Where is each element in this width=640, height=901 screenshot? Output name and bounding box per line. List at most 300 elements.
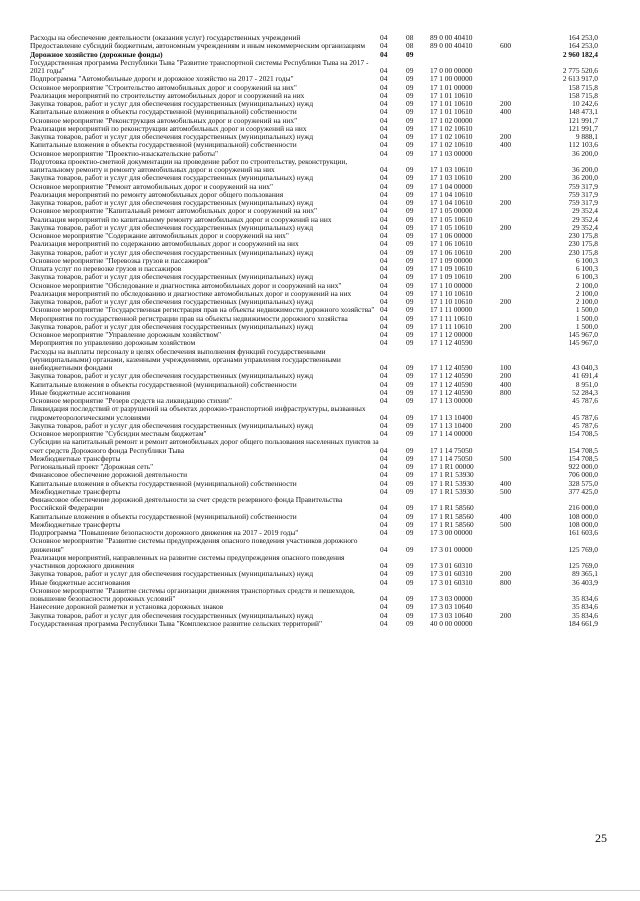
row-amount: 121 991,7	[568, 115, 598, 125]
row-target-article: 17 1 02 10610	[430, 132, 473, 141]
row-subsection: 09	[406, 371, 414, 381]
row-section: 04	[380, 371, 388, 381]
row-expense-type: 200	[500, 173, 512, 183]
row-amount: 148 473,1	[568, 107, 598, 117]
budget-table-body	[30, 34, 598, 628]
row-target-article: 17 1 12 00000	[430, 330, 473, 339]
row-target-article: 17 1 11 10610	[430, 321, 473, 331]
row-section: 04	[380, 107, 388, 117]
row-target-article: 17 1 02 10610	[430, 123, 473, 133]
row-section: 04	[380, 247, 388, 257]
row-section: 04	[380, 198, 388, 207]
row-name: Региональный проект "Дорожная сеть"	[30, 462, 154, 471]
row-subsection: 08	[406, 41, 414, 51]
row-amount: 145 967,0	[568, 330, 598, 339]
row-subsection: 09	[406, 107, 414, 117]
row-subsection: 09	[406, 610, 414, 620]
row-amount: 108 000,0	[568, 511, 598, 521]
row-section: 04	[380, 82, 388, 92]
row-subsection: 09	[406, 519, 414, 529]
row-subsection: 09	[406, 569, 414, 579]
row-target-article: 17 1 11 10610	[430, 313, 473, 323]
row-name: Закупка товаров, работ и услуг для обеспечения государственных (муниципальных) нужд	[30, 371, 314, 381]
row-target-article: 17 1 05 00000	[430, 206, 473, 216]
row-amount: 52 284,3	[572, 387, 598, 397]
row-name: Межбюджетные трансферты	[30, 453, 121, 463]
row-expense-type	[500, 257, 536, 265]
row-target-article: 17 1 06 10610	[430, 247, 473, 257]
row-target-article: 17 1 12 40590	[430, 387, 473, 397]
row-amount: 230 175,8	[568, 231, 598, 240]
row-amount: 2 100,0	[575, 288, 598, 298]
row-expense-type	[500, 554, 536, 571]
row-subsection: 09	[406, 338, 414, 348]
row-target-article: 17 1 10 10610	[430, 297, 473, 306]
row-subsection: 09	[406, 272, 414, 282]
row-expense-type	[500, 282, 536, 290]
row-name: Финансовое обеспечение дорожной деятельности за счет средств резервного фонда Правительства Российской Федерации	[30, 495, 345, 513]
row-amount: 1 500,0	[575, 321, 598, 331]
row-amount: 1 500,0	[575, 305, 598, 315]
row-amount: 36 403,9	[572, 577, 598, 587]
row-target-article: 17 1 13 10400	[430, 412, 473, 422]
row-subsection: 08	[406, 33, 414, 42]
row-subsection: 09	[406, 297, 414, 306]
row-amount: 36 200,0	[572, 148, 598, 158]
row-amount: 922 000,0	[568, 462, 598, 471]
row-expense-type	[500, 339, 536, 347]
row-name: Основное мероприятие "Содержание автомобильных дорог и сооружений на них"	[30, 231, 289, 240]
row-name: Основное мероприятие "Проектно-изыскательские работы"	[30, 148, 218, 158]
row-section: 04	[380, 33, 388, 42]
row-section: 04	[380, 74, 388, 84]
row-target-article: 17 1 05 10610	[430, 214, 473, 224]
row-subsection: 09	[406, 313, 414, 323]
row-expense-type: 200	[500, 99, 512, 108]
row-amount: 2 100,0	[575, 297, 598, 306]
row-amount: 158 715,8	[568, 90, 598, 100]
row-name: Подпрограмма "Автомобильные дороги и дорожное хозяйство на 2017 - 2021 годы"	[30, 74, 294, 84]
row-section: 04	[380, 338, 388, 348]
row-amount: 6 100,3	[575, 255, 598, 265]
row-name: Основное мероприятие "Перевозка грузов и пассажиров"	[30, 255, 211, 265]
row-subsection: 09	[406, 264, 414, 273]
row-section: 04	[380, 330, 388, 339]
row-subsection: 09	[406, 132, 414, 141]
row-target-article: 17 3 01 60310	[430, 561, 473, 570]
row-name: Капитальные вложения в объекты государственной (муниципальной) собственности	[30, 511, 297, 521]
row-section: 04	[380, 214, 388, 224]
row-section: 04	[380, 288, 388, 298]
row-target-article: 89 0 00 40410	[430, 33, 473, 42]
row-amount: 29 352,4	[572, 206, 598, 216]
row-name: Основное мероприятие "Строительство автомобильных дорог и сооружений на них"	[30, 82, 297, 92]
row-subsection: 09	[406, 478, 414, 488]
row-name: Подготовка проектно-сметной документации на проведение работ по строительству, реконструкции, капитальному ремонту и ремонту автомобильных дорог и сооружений на них	[30, 156, 350, 174]
row-target-article: 17 1 14 00000	[430, 429, 473, 438]
row-section: 04	[380, 561, 388, 570]
row-name: Основное мероприятие "Управление дорожным хозяйством"	[30, 330, 222, 339]
row-target-article: 17 3 00 00000	[430, 528, 473, 537]
row-name: Реализация мероприятий по обследованию и диагностике автомобильных дорог и сооружений на них	[30, 288, 352, 298]
row-target-article	[430, 51, 500, 59]
row-target-article: 17 3 01 60310	[430, 569, 473, 579]
row-subsection: 09	[406, 206, 414, 216]
row-name: Закупка товаров, работ и услуг для обеспечения государственных (муниципальных) нужд	[30, 321, 314, 331]
row-amount: 36 200,0	[572, 173, 598, 183]
row-expense-type: 200	[500, 132, 512, 141]
row-section: 04	[380, 313, 388, 323]
row-target-article: 17 1 10 10610	[430, 288, 473, 298]
row-subsection: 09	[406, 387, 414, 397]
row-target-article: 17 1 06 00000	[430, 231, 473, 240]
row-target-article: 17 1 R1 53930	[430, 478, 474, 488]
row-amount: 112 103,6	[568, 140, 598, 150]
row-subsection: 09	[406, 288, 414, 298]
row-expense-type	[500, 75, 536, 83]
row-name: Реализация мероприятий, направленных на развитие системы предупреждения опасного поведения участников дорожного движения	[30, 552, 347, 570]
row-subsection: 09	[406, 305, 414, 315]
row-target-article: 17 1 09 10610	[430, 264, 473, 273]
row-amount: 145 967,0	[568, 338, 598, 348]
row-amount: 35 834,6	[572, 602, 598, 612]
row-section: 04	[380, 577, 388, 587]
row-amount: 43 040,3	[572, 363, 598, 372]
budget-table	[30, 34, 598, 628]
row-section: 04	[380, 429, 388, 438]
row-name: Мероприятия по управлению дорожным хозяйством	[30, 338, 196, 348]
row-subsection: 09	[406, 321, 414, 331]
row-name: Капитальные вложения в объекты государственной (муниципальной) собственности	[30, 478, 297, 488]
row-subsection: 09	[406, 222, 414, 232]
row-amount: 759 317,9	[568, 181, 598, 191]
row-name: Закупка товаров, работ и услуг для обеспечения государственных (муниципальных) нужд	[30, 247, 314, 257]
row-name: Основное мероприятие "Государственная регистрация прав на объекты недвижимости дорожного хозяйства"	[30, 305, 375, 315]
row-name: Закупка товаров, работ и услуг для обеспечения государственных (муниципальных) нужд	[30, 173, 314, 183]
row-name: Закупка товаров, работ и услуг для обеспечения государственных (муниципальных) нужд	[30, 297, 314, 306]
row-name: Нанесение дорожной разметки и установка дорожных знаков	[30, 602, 224, 612]
row-section: 04	[380, 453, 388, 463]
row-amount: 45 787,6	[572, 420, 598, 430]
row-amount: 164 253,0	[568, 33, 598, 42]
row-target-article: 17 1 12 40590	[430, 338, 473, 348]
row-name: Иные бюджетные ассигнования	[30, 577, 131, 587]
row-amount: 184 661,9	[568, 618, 598, 628]
row-subsection: 09	[406, 486, 414, 496]
row-amount: 6 100,3	[575, 264, 598, 273]
row-expense-type: 400	[500, 478, 512, 488]
row-target-article: 17 1 04 10610	[430, 189, 473, 199]
row-subsection: 09	[406, 255, 414, 265]
row-target-article: 17 1 13 10400	[430, 420, 473, 430]
row-amount: 8 951,0	[575, 379, 598, 389]
row-expense-type: 500	[500, 519, 512, 529]
row-amount: 216 000,0	[568, 503, 598, 513]
row-section: 04	[380, 66, 388, 75]
row-expense-type	[500, 397, 536, 405]
row-section: 04	[380, 544, 388, 554]
row-target-article: 17 1 10 00000	[430, 280, 473, 290]
row-name: Оплата услуг по перевозке грузов и пассажиров	[30, 264, 182, 273]
row-target-article: 17 1 R1 53930	[430, 470, 474, 480]
row-name: Расходы на выплаты персоналу в целях обеспечения выполнения функций государственными (муниципальными) органами, казенными учреждениями, органами управления государственными внебюджетными фондами	[30, 346, 343, 372]
row-amount: 10 242,6	[572, 99, 598, 108]
row-section: 04	[380, 511, 388, 521]
row-name: Капитальные вложения в объекты государственной (муниципальной) собственности	[30, 140, 297, 150]
row-section: 04	[380, 99, 388, 108]
row-section: 04	[380, 148, 388, 158]
row-expense-type: 200	[500, 198, 512, 207]
row-amount: 29 352,4	[572, 214, 598, 224]
row-amount: 230 175,8	[568, 247, 598, 257]
row-amount: 328 575,0	[568, 478, 598, 488]
row-amount: 35 834,6	[572, 594, 598, 603]
row-target-article: 17 3 01 00000	[430, 544, 473, 554]
row-amount: 706 000,0	[568, 470, 598, 480]
row-subsection: 09	[406, 420, 414, 430]
row-subsection: 09	[406, 561, 414, 570]
table-row	[30, 405, 598, 422]
row-expense-type: 500	[500, 453, 512, 463]
row-subsection: 09	[406, 412, 414, 422]
row-subsection: 09	[406, 198, 414, 207]
row-target-article: 17 1 12 40590	[430, 379, 473, 389]
row-target-article: 17 1 04 00000	[430, 181, 473, 191]
row-name: Реализация мероприятий по капитальному ремонту автомобильных дорог и сооружений на них	[30, 214, 332, 224]
row-name: Закупка товаров, работ и услуг для обеспечения государственных (муниципальных) нужд	[30, 420, 314, 430]
row-name: Закупка товаров, работ и услуг для обеспечения государственных (муниципальных) нужд	[30, 132, 314, 141]
row-section: 04	[380, 165, 388, 174]
row-amount: 41 691,4	[572, 371, 598, 381]
row-subsection: 09	[406, 82, 414, 92]
row-section: 04	[380, 379, 388, 389]
row-section: 04	[380, 478, 388, 488]
row-expense-type: 600	[500, 41, 512, 51]
row-expense-type: 200	[500, 321, 512, 331]
row-section: 04	[380, 618, 388, 628]
row-target-article: 17 1 03 10610	[430, 165, 473, 174]
row-section: 04	[380, 90, 388, 100]
row-amount: 45 787,6	[572, 412, 598, 422]
row-expense-type	[500, 438, 536, 455]
row-section: 04	[380, 123, 388, 133]
row-name: Закупка товаров, работ и услуг для обеспечения государственных (муниципальных) нужд	[30, 222, 314, 232]
table-row	[30, 537, 598, 554]
row-target-article: 17 1 11 00000	[430, 305, 473, 315]
row-subsection: 09	[406, 528, 414, 537]
row-amount: 121 991,7	[568, 123, 598, 133]
row-section: 04	[380, 272, 388, 282]
row-amount: 108 000,0	[568, 519, 598, 529]
row-name: Субсидии на капитальный ремонт и ремонт автомобильных дорог общего пользования населенных пунктов за счет средств Дорожного фонда Республики Тыва	[30, 437, 381, 455]
row-amount: 125 769,0	[568, 544, 598, 554]
table-row	[30, 496, 598, 513]
row-amount: 35 834,6	[572, 610, 598, 620]
row-amount: 377 425,0	[568, 486, 598, 496]
row-target-article: 17 1 13 00000	[430, 396, 473, 405]
row-amount: 125 769,0	[568, 561, 598, 570]
row-name: Расходы на обеспечение деятельности (оказания услуг) государственных учреждений	[30, 33, 301, 42]
row-section: 04	[380, 569, 388, 579]
row-section: 04	[380, 321, 388, 331]
row-name: Основное мероприятие "Развитие системы предупреждения опасного поведения участников дорожного движения"	[30, 536, 360, 554]
row-expense-type: 200	[500, 297, 512, 306]
row-subsection: 09	[406, 462, 414, 471]
row-expense-type: 200	[500, 272, 512, 282]
row-target-article: 17 3 03 10640	[430, 602, 473, 612]
row-name: Иные бюджетные ассигнования	[30, 387, 131, 397]
row-name: Финансовое обеспечение дорожной деятельности	[30, 470, 188, 480]
row-target-article: 17 1 01 00000	[430, 82, 473, 92]
row-section: 04	[380, 255, 388, 265]
row-amount: 9 888,1	[575, 132, 598, 141]
row-section: 04	[380, 264, 388, 273]
row-subsection: 09	[406, 173, 414, 183]
row-target-article: 17 1 03 10610	[430, 173, 473, 183]
table-row	[30, 587, 598, 604]
row-section: 04	[380, 363, 388, 372]
table-row	[30, 348, 598, 373]
row-section: 04	[380, 297, 388, 306]
row-target-article: 17 1 12 40590	[430, 363, 473, 372]
row-subsection: 09	[406, 239, 414, 249]
row-subsection: 09	[406, 618, 414, 628]
row-target-article: 17 1 02 00000	[430, 115, 473, 125]
row-subsection: 09	[406, 99, 414, 108]
row-target-article: 40 0 00 00000	[430, 618, 473, 628]
row-subsection: 09	[406, 231, 414, 240]
row-section: 04	[380, 41, 388, 51]
page-number: 25	[595, 831, 607, 845]
row-expense-type: 800	[500, 387, 512, 397]
row-target-article: 17 1 06 10610	[430, 239, 473, 249]
row-expense-type: 200	[500, 569, 512, 579]
row-section: 04	[380, 189, 388, 199]
row-target-article: 17 1 R1 58560	[430, 519, 474, 529]
row-section: 04	[380, 173, 388, 183]
row-target-article: 17 1 12 40590	[430, 371, 473, 381]
row-subsection: 09	[406, 396, 414, 405]
row-section: 04	[380, 222, 388, 232]
row-name: Государственная программа Республики Тыва "Комплексное развитие сельских территорий"	[30, 618, 322, 628]
row-name: Основное мероприятие "Реконструкция автомобильных дорог и сооружений на них"	[30, 115, 298, 125]
row-name: Закупка товаров, работ и услуг для обеспечения государственных (муниципальных) нужд	[30, 610, 314, 620]
row-section: 04	[380, 305, 388, 315]
row-expense-type: 400	[500, 140, 512, 150]
row-amount: 154 708,5	[568, 445, 598, 455]
row-expense-type: 200	[500, 222, 512, 232]
row-amount: 161 603,6	[568, 528, 598, 537]
row-section: 04	[380, 49, 388, 59]
row-amount: 164 253,0	[568, 41, 598, 51]
row-name: Реализация мероприятий по реконструкции автомобильных дорог и сооружений на них	[30, 123, 307, 133]
row-subsection: 09	[406, 544, 414, 554]
row-target-article: 17 0 00 00000	[430, 66, 473, 75]
row-subsection: 09	[406, 379, 414, 389]
row-name: Закупка товаров, работ и услуг для обеспечения государственных (муниципальных) нужд	[30, 569, 314, 579]
row-name: Закупка товаров, работ и услуг для обеспечения государственных (муниципальных) нужд	[30, 198, 314, 207]
row-subsection: 09	[406, 453, 414, 463]
row-subsection: 09	[406, 470, 414, 480]
row-name: Закупка товаров, работ и услуг для обеспечения государственных (муниципальных) нужд	[30, 99, 314, 108]
row-name: Реализация мероприятий по ремонту автомобильных дорог общего пользования	[30, 189, 284, 199]
row-expense-type	[500, 150, 536, 158]
row-target-article: 17 1 R1 58560	[430, 503, 474, 513]
row-expense-type: 200	[500, 610, 512, 620]
row-section: 04	[380, 528, 388, 537]
row-amount: 1 500,0	[575, 313, 598, 323]
row-amount: 2 775 520,6	[562, 66, 598, 75]
table-row	[30, 554, 598, 571]
row-expense-type	[500, 306, 536, 314]
row-subsection: 09	[406, 66, 414, 75]
row-amount: 36 200,0	[572, 165, 598, 174]
row-subsection: 09	[406, 115, 414, 125]
row-expense-type: 400	[500, 379, 512, 389]
row-section: 04	[380, 280, 388, 290]
row-expense-type	[500, 430, 536, 438]
row-subsection: 09	[406, 280, 414, 290]
row-expense-type	[500, 232, 536, 240]
row-section: 04	[380, 396, 388, 405]
row-subsection: 09	[406, 511, 414, 521]
row-name: Реализация мероприятий по строительству автомобильных дорог и сооружений на них	[30, 90, 305, 100]
row-subsection: 09	[406, 90, 414, 100]
row-section: 04	[380, 181, 388, 191]
row-expense-type	[500, 84, 536, 92]
row-amount: 29 352,4	[572, 222, 598, 232]
row-section: 04	[380, 132, 388, 141]
row-amount: 154 708,5	[568, 453, 598, 463]
row-amount: 45 787,6	[572, 396, 598, 405]
table-row	[30, 158, 598, 175]
table-row	[30, 59, 598, 76]
row-name: Капитальные вложения в объекты государственной (муниципальной) собственности	[30, 107, 297, 117]
row-target-article: 17 1 01 10610	[430, 99, 473, 108]
row-name: Капитальные вложения в объекты государственной (муниципальной) собственности	[30, 379, 297, 389]
row-amount: 759 317,9	[568, 189, 598, 199]
row-name: Основное мероприятие "Капитальный ремонт автомобильных дорог и сооружений на них"	[30, 206, 318, 216]
row-target-article: 17 3 03 00000	[430, 594, 473, 603]
row-name: Межбюджетные трансферты	[30, 486, 121, 496]
row-target-article: 17 3 01 60310	[430, 577, 473, 587]
row-subsection: 09	[406, 148, 414, 158]
row-name: Межбюджетные трансферты	[30, 519, 121, 529]
row-target-article: 17 1 14 75050	[430, 453, 473, 463]
row-target-article: 17 1 R1 58560	[430, 511, 474, 521]
row-target-article: 17 1 00 00000	[430, 74, 473, 84]
row-subsection: 09	[406, 602, 414, 612]
row-expense-type: 400	[500, 511, 512, 521]
scan-edge-divider	[0, 890, 640, 891]
row-expense-type	[500, 51, 536, 59]
table-row	[30, 438, 598, 455]
row-name: Основное мероприятие "Ремонт автомобильных дорог и сооружений на них"	[30, 181, 273, 191]
row-subsection: 09	[406, 577, 414, 587]
row-expense-type	[500, 529, 536, 537]
table-row	[30, 620, 598, 628]
row-section: 04	[380, 462, 388, 471]
row-target-article: 17 1 09 00000	[430, 255, 473, 265]
row-name: Предоставление субсидий бюджетным, автономным учреждениям и иным некоммерческим организациям	[30, 41, 366, 51]
row-expense-type: 200	[500, 420, 512, 430]
row-name: Мероприятия по государственной регистрации прав на объекты недвижимости дорожного хозяйства	[30, 313, 348, 323]
row-name: Реализация мероприятий по содержанию автомобильных дорог и сооружений на них	[30, 239, 299, 249]
row-section: 04	[380, 387, 388, 397]
row-section: 04	[380, 519, 388, 529]
row-name: Дорожное хозяйство (дорожные фонды)	[30, 49, 163, 59]
row-expense-type	[500, 587, 536, 604]
